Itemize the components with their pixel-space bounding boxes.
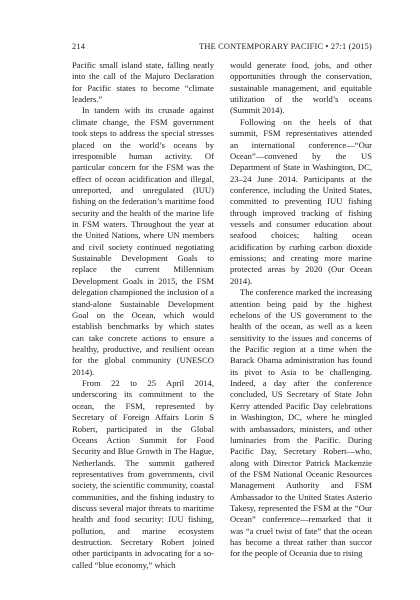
paragraph: The conference marked the increasing attention being paid by the highest echelons of the US government to the health of the ocean, as well as a keen sensitivity to the issues and concerns of the Pacific region at a time when the Barack Obama administration has found its pivot to Asia to be challenging. Indeed, a day after the conference concluded, US Secretary of State John Kerry attended Pacific Day celebrations in Washington, DC, where he mingled with ambassadors, ministers, and other luminaries from the Pacific. During Pacific Day, Secretary Robert—who, along with Director Patrick Mackenzie of the FSM National Oceanic Resources Management Authority and FSM Ambassador to the United States Asterio Takesy, represented the FSM at the “Our Ocean” conference—remarked that it was “a cruel twist of fate” that the ocean has become a threat rather than succor for the people of Oceania due to rising — [230, 287, 372, 559]
paragraph: Following on the heels of that summit, FSM representatives attended an international conference—“Our Ocean”—convened by the US Department of State in Washington, DC, 23–24 June 2014. Participants at the conference, including the United States, committed to preventing IUU fishing through improved tracking of fishing vessels and consumer education about seafood choices; halting ocean acidification by curbing carbon dioxide emissions; and creating more marine protected areas by 2020 (Our Ocean 2014). — [230, 116, 372, 286]
right-column — [230, 60, 372, 560]
journal-title: THE CONTEMPORARY PACIFIC • 27:1 (2015) — [199, 42, 372, 51]
page-number: 214 — [72, 42, 86, 51]
left-column — [72, 60, 214, 571]
paragraph: would generate food, jobs, and other opportunities through the conservation, sustainable management, and equitable utilization of the world’s oceans (Summit 2014). — [230, 60, 372, 116]
paragraph: In tandem with its crusade against climate change, the FSM government took steps to address the special stresses placed on the world’s oceans by irresponsible human activity. Of particular concern for the FSM was the effect of ocean acidification and illegal, unreported, and unregulated (IUU) fishing on the federation’s maritime food security and the health of the marine life in FSM waters. Throughout the year at the United Nations, where UN members and civil society continued negotiating Sustainable Development Goals to replace the current Millennium Development Goals in 2015, the FSM delegation championed the inclusion of a stand-alone Sustainable Development Goal on the Ocean, which would establish benchmarks by which states can take concrete actions to ensure a healthy, productive, and resilient ocean for the global community (UNESCO 2014). — [72, 105, 214, 377]
paragraph: Pacific small island state, falling neatly into the call of the Majuro Declaration for Pacific states to become “climate leaders.” — [72, 60, 214, 105]
paragraph: From 22 to 25 April 2014, underscoring its commitment to the ocean, the FSM, represented by Secretary of Foreign Affairs Lorin S Robert, participated in the Global Oceans Action Summit for Food Security and Blue Growth in The Hague, Netherlands. The summit gathered representatives from governments, civil society, the scientific community, coastal communities, and the fishing industry to discuss several major threats to maritime health and food security: IUU fishing, pollution, and marine ecosystem destruction. Secretary Robert joined other participants in advocating for a so-called “blue economy,” which — [72, 378, 214, 570]
